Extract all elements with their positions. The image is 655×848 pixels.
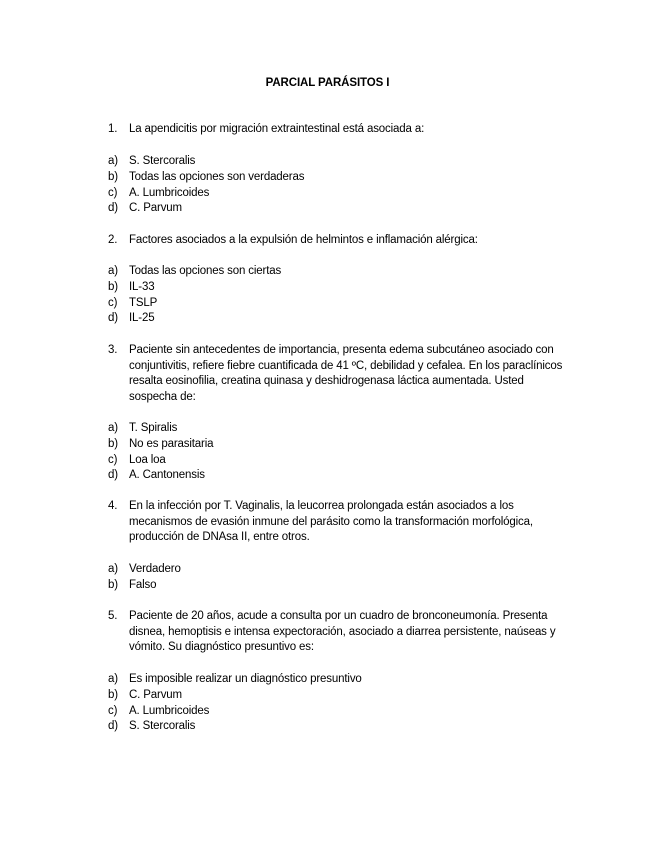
option-a [108, 562, 568, 578]
option-a [108, 672, 568, 688]
option-text: C. Parvum [129, 688, 182, 701]
option-d [108, 468, 568, 484]
option-letter: c) [108, 296, 118, 309]
question-number: 3. [108, 344, 118, 356]
option-a [108, 154, 568, 170]
question-5 [108, 609, 568, 656]
option-text: Verdadero [129, 563, 181, 575]
option-letter: c) [108, 453, 118, 466]
option-c [108, 704, 568, 720]
option-b [108, 280, 568, 296]
question-text: Paciente de 20 años, acude a consulta por un cuadro de bronconeumonía. Presenta disnea, hemoptisis e intensa expectoración, asociado a diarrea persistente, naúseas y vómito. Su diagnóstico presuntivo es: [129, 610, 556, 654]
option-text: IL-25 [129, 312, 155, 325]
option-text: A. Lumbricoides [129, 704, 210, 717]
option-b [108, 170, 568, 186]
options-2 [108, 264, 568, 327]
option-a [108, 421, 568, 437]
options-5 [108, 672, 568, 735]
question-number: 4. [108, 500, 118, 512]
question-text: La apendicitis por migración extraintestinal está asociada a: [129, 123, 425, 135]
option-letter: b) [108, 170, 118, 183]
question-number: 5. [108, 610, 118, 622]
option-text: A. Cantonensis [129, 469, 205, 482]
option-letter: a) [108, 265, 118, 277]
option-letter: c) [108, 186, 118, 199]
option-letter: a) [108, 422, 118, 434]
question-text: Factores asociados a la expulsión de helmintos e inflamación alérgica: [129, 234, 478, 246]
option-text: Es imposible realizar un diagnóstico presuntivo [129, 673, 362, 685]
option-text: S. Stercoralis [129, 720, 196, 733]
option-letter: a) [108, 673, 118, 685]
question-1 [108, 122, 568, 138]
question-text: Paciente sin antecedentes de importancia, presenta edema subcutáneo asociado con conjuntivitis, refiere fiebre cuantificada de 41 ºC, debilidad y cefalea. En los paraclínicos resalta eosinofilia, creatina quinasa y deshidrogenasa láctica aumentada. Usted sospecha de: [129, 344, 563, 403]
option-letter: b) [108, 280, 118, 293]
question-text: En la infección por T. Vaginalis, la leucorrea prolongada están asociados a los mecanismos de evasión inmune del parásito como la transformación morfológica, producción de DNAsa II, entre otros. [129, 500, 533, 544]
option-letter: d) [108, 202, 118, 215]
option-c [108, 296, 568, 312]
option-text: Todas las opciones son verdaderas [129, 170, 305, 183]
option-c [108, 453, 568, 469]
option-c [108, 186, 568, 202]
question-4 [108, 499, 568, 546]
option-b [108, 578, 568, 594]
question-2 [108, 233, 568, 249]
option-letter: a) [108, 563, 118, 575]
option-text: No es parasitaria [129, 437, 214, 450]
option-b [108, 437, 568, 453]
option-a [108, 264, 568, 280]
option-letter: b) [108, 437, 118, 450]
options-1 [108, 154, 568, 217]
option-b [108, 688, 568, 704]
option-text: A. Lumbricoides [129, 186, 210, 199]
option-d [108, 201, 568, 217]
option-letter: d) [108, 720, 118, 733]
option-letter: b) [108, 578, 118, 591]
question-number: 1. [108, 123, 118, 135]
options-3 [108, 421, 568, 484]
option-text: T. Spiralis [129, 422, 178, 434]
option-text: Loa loa [129, 453, 166, 466]
option-d [108, 311, 568, 327]
option-text: C. Parvum [129, 202, 182, 215]
options-4 [108, 562, 568, 594]
document-title: PARCIAL PARÁSITOS I [265, 77, 390, 89]
option-letter: b) [108, 688, 118, 701]
option-d [108, 719, 568, 735]
option-text: Falso [129, 578, 157, 591]
question-number: 2. [108, 234, 118, 246]
option-text: IL-33 [129, 280, 155, 293]
option-letter: d) [108, 312, 118, 325]
option-letter: c) [108, 704, 118, 717]
option-text: Todas las opciones son ciertas [129, 265, 282, 277]
option-letter: d) [108, 469, 118, 482]
option-letter: a) [108, 155, 118, 167]
question-3 [108, 343, 568, 405]
option-text: S. Stercoralis [129, 155, 196, 167]
option-text: TSLP [129, 296, 158, 309]
